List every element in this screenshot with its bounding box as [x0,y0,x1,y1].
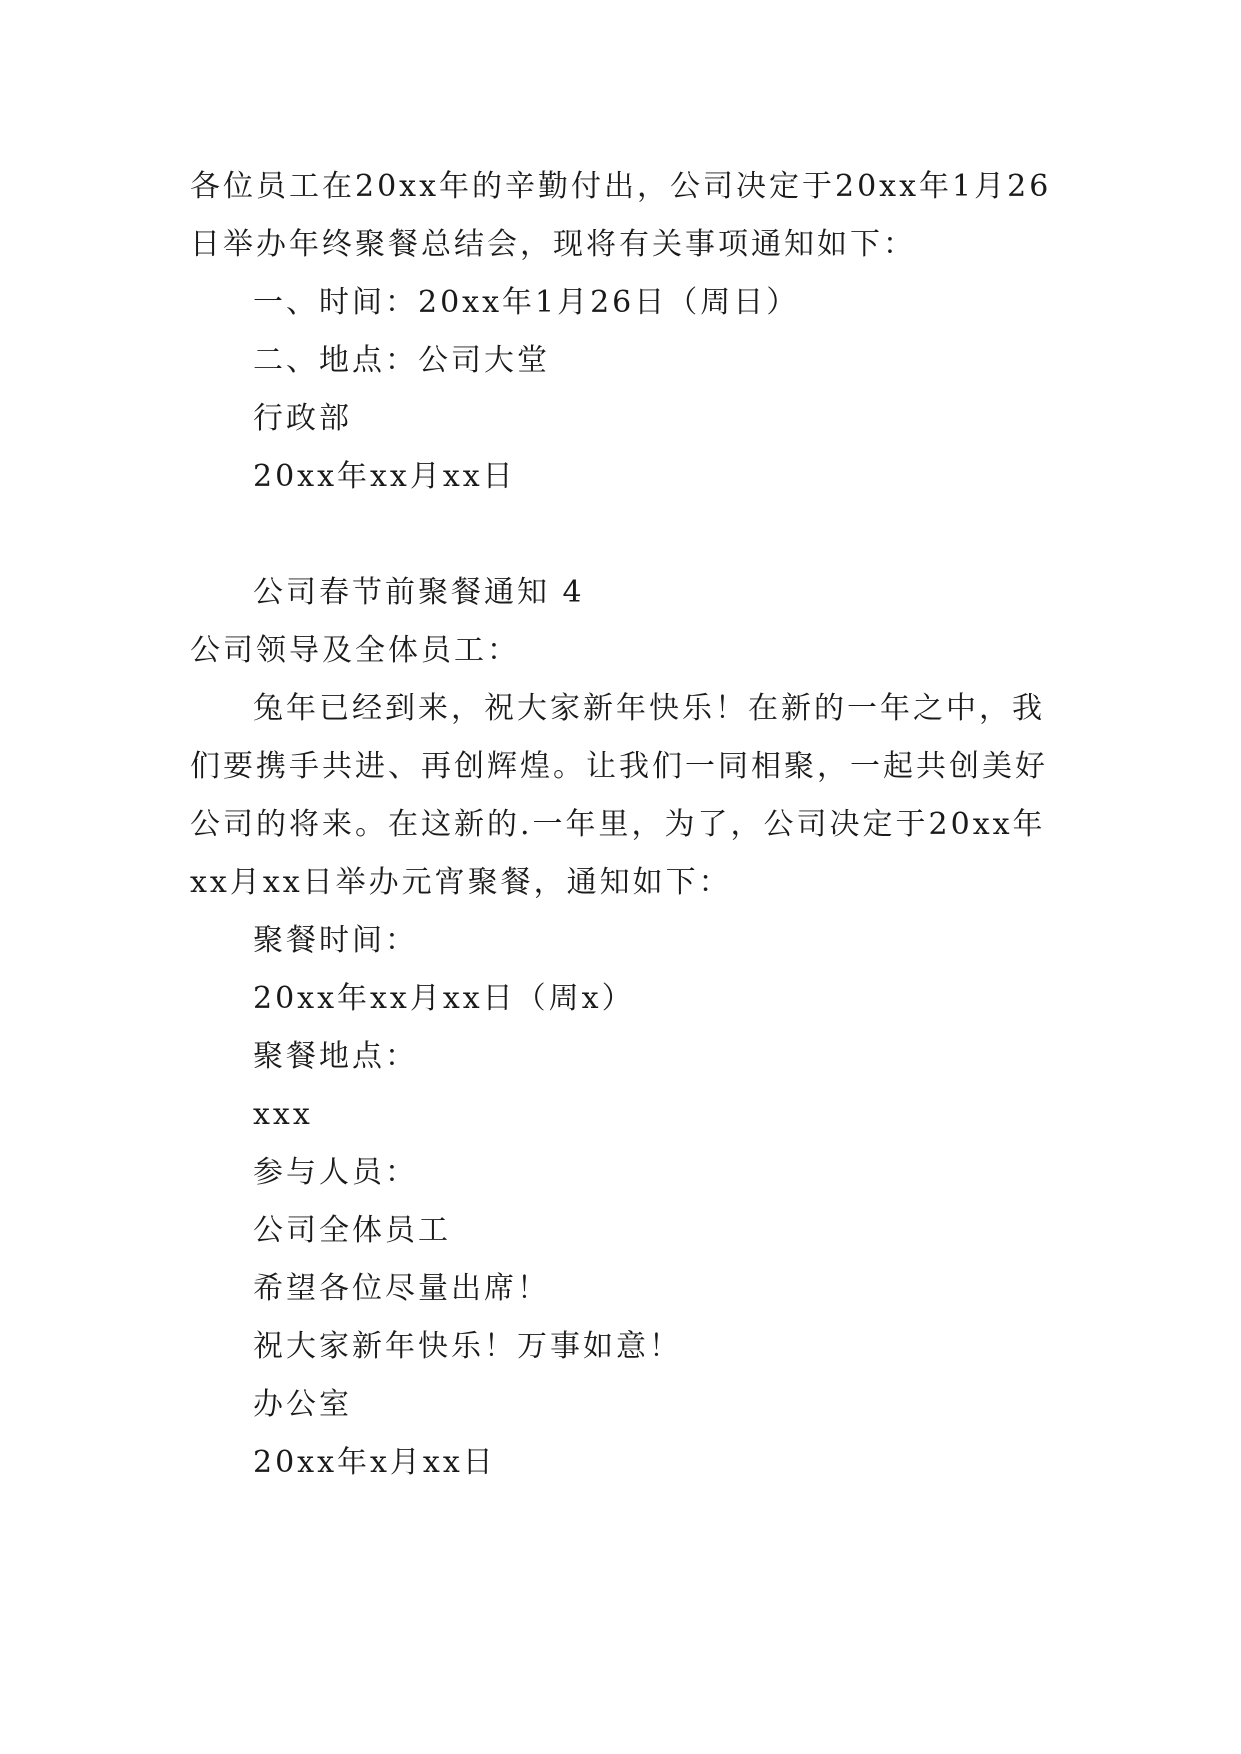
intro-line: 兔年已经到来，祝大家新年快乐！在新的一年之中，我 [253,691,1045,726]
signature-date: 20xx年xx月xx日 [253,459,516,494]
text-line: 日举办年终聚餐总结会，现将有关事项通知如下： [190,227,916,262]
text-line: 各位员工在20xx年的辛勤付出，公司决定于20xx年1月26 [190,169,1052,204]
intro-line: xx月xx日举办元宵聚餐，通知如下： [190,865,732,900]
signature-office: 办公室 [253,1387,352,1422]
notice-item-location: 二、地点：公司大堂 [253,343,550,378]
dinner-time-value: 20xx年xx月xx日（周x） [253,981,635,1016]
intro-line: 公司的将来。在这新的.一年里，为了，公司决定于20xx年 [190,807,1046,842]
attendees-value: 公司全体员工 [253,1213,451,1248]
section-spacer [190,506,1060,564]
attendees-label: 参与人员： [253,1155,418,1190]
section-title: 公司春节前聚餐通知 4 [253,575,585,610]
dinner-location-value: xxx [253,1097,313,1132]
closing-request: 希望各位尽量出席！ [253,1271,550,1306]
signature-department: 行政部 [253,401,352,436]
salutation: 公司领导及全体员工： [190,633,520,668]
document-body [190,158,1060,1492]
intro-line: 们要携手共进、再创辉煌。让我们一同相聚，一起共创美好 [190,749,1048,784]
dinner-time-label: 聚餐时间： [253,923,418,958]
signature-date: 20xx年x月xx日 [253,1445,496,1480]
closing-greeting: 祝大家新年快乐！万事如意！ [253,1329,682,1364]
dinner-location-label: 聚餐地点： [253,1039,418,1074]
notice-item-time: 一、时间：20xx年1月26日（周日） [253,285,800,320]
